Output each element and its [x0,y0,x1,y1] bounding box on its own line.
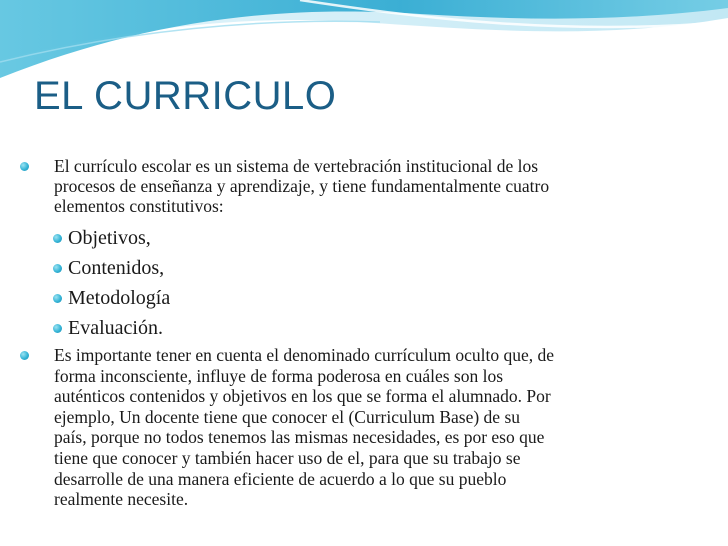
bullet-marker-icon [53,294,62,303]
bullet-text: Es importante tener en cuenta el denominado currículum oculto que, de forma inconsciente, influye de forma poderosa en cuáles son los auténticos contenidos y objetivos en los que se forma el alumnado. Por ejemplo, Un docente tiene que conocer el (Curriculum Base) de su país, porque no todos tenemos las mismas necesidades, es por eso que tiene que conocer y también hacer uso de el, para que su trabajo se desarrolle de una manera eficiente de acuerdo a lo que su pueblo realmente necesite. [54,345,555,510]
sub-bullet-text: Objetivos, [68,227,151,249]
sub-bullet-text: Contenidos, [68,257,165,279]
bullet-marker-icon [53,264,62,273]
bullet-marker-icon [20,351,29,360]
slide-title: EL CURRICULO [34,74,337,118]
sub-bullet-text: Metodología [68,287,171,309]
bullet-text: El currículo escolar es un sistema de vertebración institucional de los procesos de enseñanza y aprendizaje, y tiene fundamentalmente cuatro elementos constitutivos: [54,156,550,216]
sub-bullet-text: Evaluación. [68,317,163,339]
bullet-marker-icon [53,234,62,243]
header-wave-decoration [0,0,728,80]
bullet-marker-icon [53,324,62,333]
bullet-marker-icon [20,162,29,171]
